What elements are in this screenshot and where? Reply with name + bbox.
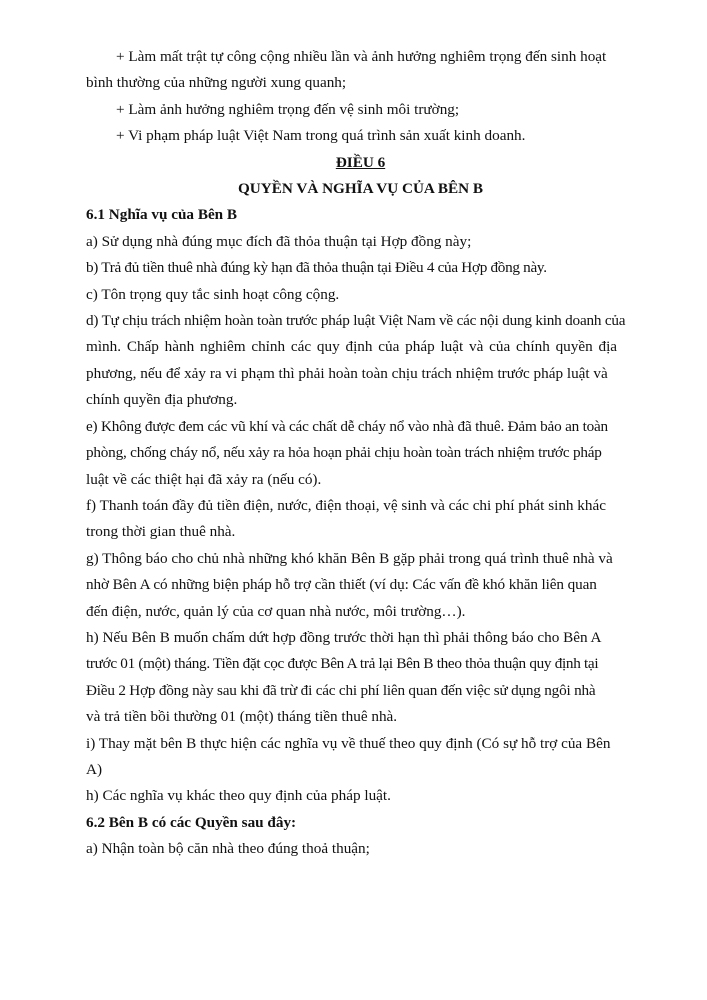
item-g-line-3: đến điện, nước, quản lý của cơ quan nhà nước, môi trường…).: [86, 602, 466, 620]
item-f-line-1: f) Thanh toán đầy đủ tiền điện, nước, điện thoại, vệ sinh và các chi phí phát sinh khác: [86, 496, 606, 514]
item-a: a) Sử dụng nhà đúng mục đích đã thỏa thuận tại Hợp đồng này;: [86, 232, 472, 250]
item-h-line-2: trước 01 (một) tháng. Tiền đặt cọc được Bên A trả lại Bên B theo thỏa thuận quy định tại: [86, 655, 599, 673]
bullet-law-violation: + Vi phạm pháp luật Việt Nam trong quá trình sản xuất kinh doanh.: [116, 127, 526, 145]
item-d-line-2: mình. Chấp hành nghiêm chỉnh các quy định của pháp luật và của chính quyền địa: [86, 338, 618, 356]
item-d-line-4: chính quyền địa phương.: [86, 391, 238, 409]
item-c: c) Tôn trọng quy tắc sinh hoạt công cộng.: [86, 285, 340, 303]
right-a: a) Nhận toàn bộ căn nhà theo đúng thoả thuận;: [86, 840, 370, 858]
item-e-line-1: e) Không được đem các vũ khí và các chất dễ cháy nổ vào nhà đã thuê. Đảm bảo an toàn: [86, 417, 608, 435]
item-d-line-1: d) Tự chịu trách nhiệm hoàn toàn trước pháp luật Việt Nam về các nội dung kinh doanh của: [86, 312, 626, 330]
item-g-line-2: nhờ Bên A có những biện pháp hỗ trợ cần thiết (ví dụ: Các vấn đề khó khăn liên quan: [86, 576, 597, 594]
item-i-line-1: i) Thay mặt bên B thực hiện các nghĩa vụ về thuế theo quy định (Có sự hỗ trợ của Bên: [86, 734, 611, 752]
item-d-line-3: phương, nếu để xảy ra vi phạm thì phải hoàn toàn chịu trách nhiệm trước pháp luật và: [86, 364, 608, 382]
item-h-line-3: Điều 2 Hợp đồng này sau khi đã trừ đi các chi phí liên quan đến việc sử dụng ngôi nhà: [86, 681, 596, 699]
item-i-line-2: A): [86, 760, 103, 778]
section-6-2-heading: 6.2 Bên B có các Quyền sau đây:: [86, 813, 297, 831]
item-e-line-3: luật về các thiệt hại đã xảy ra (nếu có).: [86, 470, 322, 488]
article-heading: [86, 150, 635, 176]
article-title: QUYỀN VÀ NGHĨA VỤ CỦA BÊN B: [237, 180, 483, 198]
item-h-line-1: h) Nếu Bên B muốn chấm dứt hợp đồng trước thời hạn thì phải thông báo cho Bên A: [86, 628, 602, 646]
bullet-public-order: + Làm mất trật tự công cộng nhiều lần và ảnh hưởng nghiêm trọng đến sinh hoạt: [116, 48, 607, 65]
item-b: b) Trả đủ tiền thuê nhà đúng kỳ hạn đã thỏa thuận tại Điều 4 của Hợp đồng này.: [86, 259, 547, 277]
item-g-line-1: g) Thông báo cho chủ nhà những khó khăn Bên B gặp phải trong quá trình thuê nhà và: [86, 549, 613, 567]
article-number: ĐIỀU 6: [335, 153, 386, 171]
section-6-1-heading: 6.1 Nghĩa vụ của Bên B: [86, 206, 238, 224]
bullet-environment: + Làm ảnh hưởng nghiêm trọng đến vệ sinh môi trường;: [116, 100, 460, 118]
item-e-line-2: phòng, chống cháy nổ, nếu xảy ra hỏa hoạn phải chịu hoàn toàn trách nhiệm trước pháp: [86, 444, 602, 462]
item-h-line-4: và trả tiền bồi thường 01 (một) tháng tiền thuê nhà.: [86, 708, 398, 726]
bullet-public-order-cont: bình thường của những người xung quanh;: [86, 74, 347, 92]
item-f-line-2: trong thời gian thuê nhà.: [86, 523, 236, 541]
item-h-other: h) Các nghĩa vụ khác theo quy định của pháp luật.: [86, 787, 391, 805]
